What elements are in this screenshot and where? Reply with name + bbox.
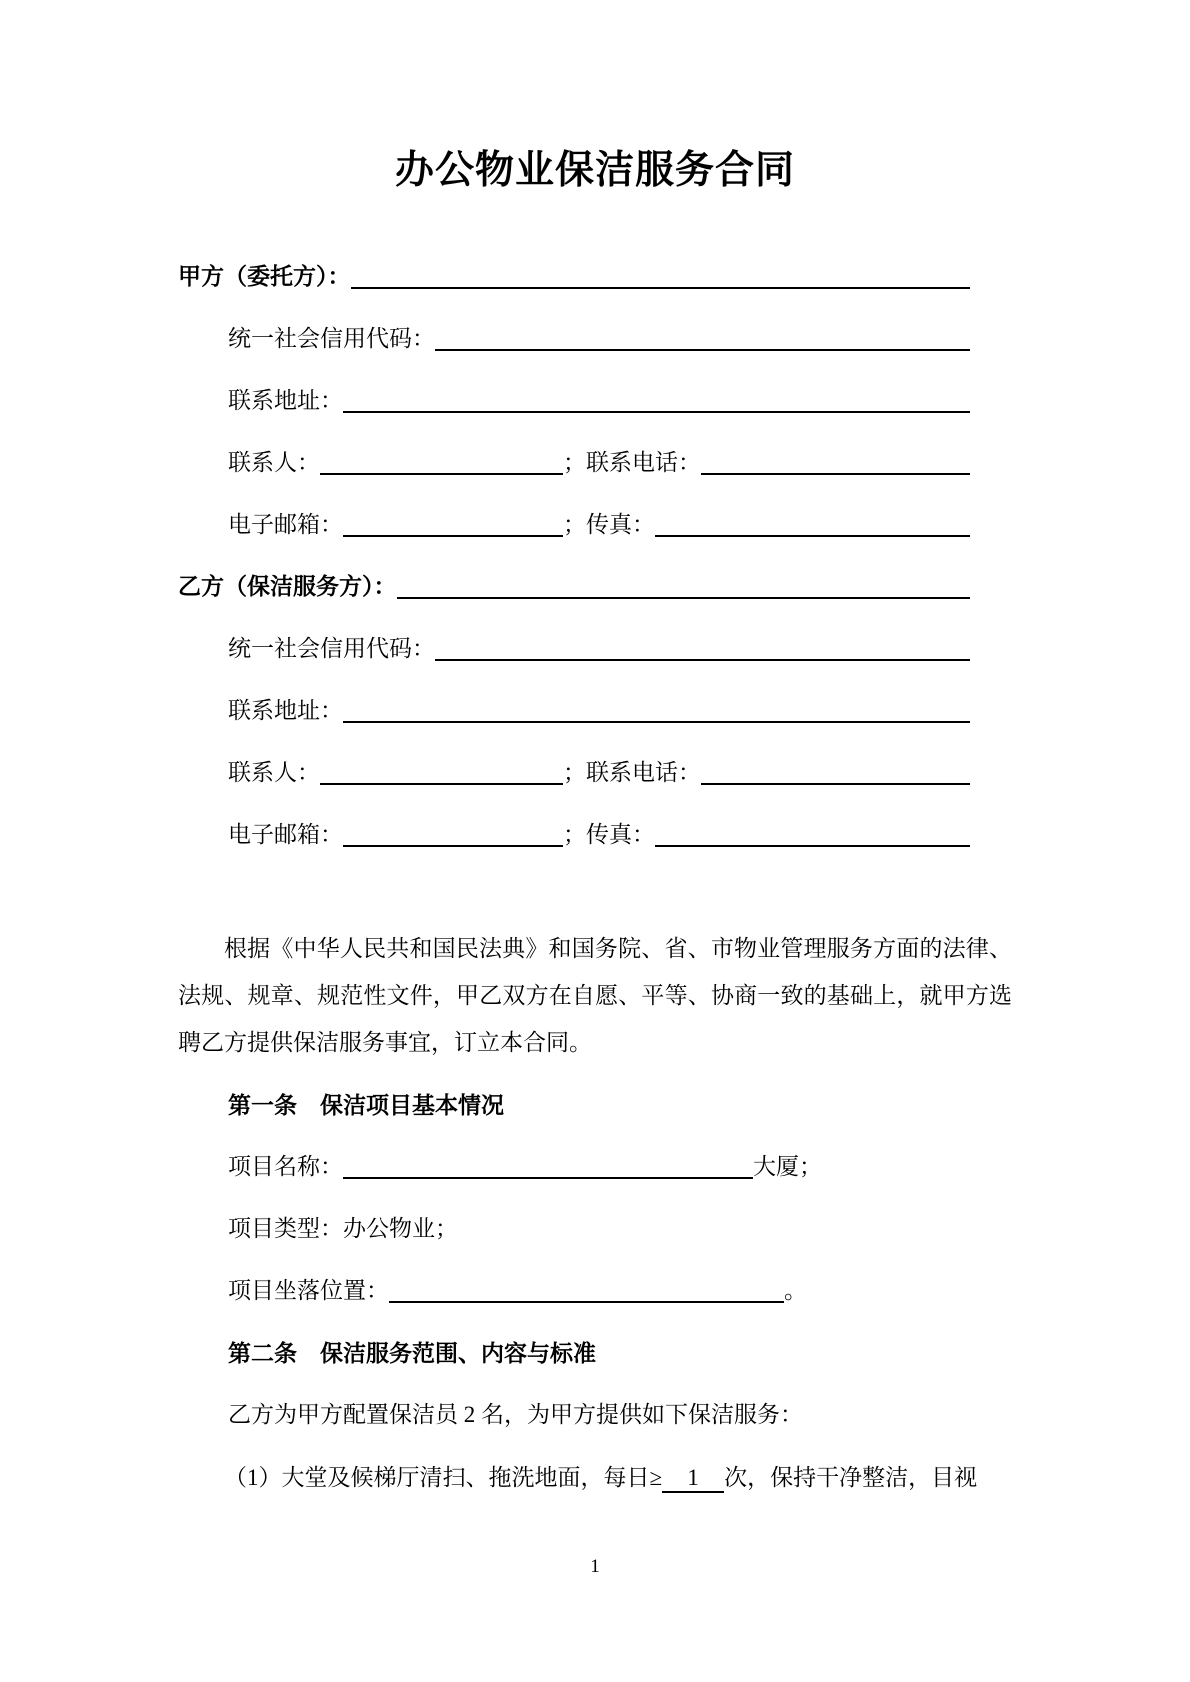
party-b-contact-blank[interactable] [320,773,563,785]
party-a-address-row [178,354,970,416]
party-a-address-label: 联系地址： [228,387,343,413]
party-a-email-label: 电子邮箱： [228,511,343,537]
party-b-phone-label: ；联系电话： [563,759,701,785]
project-location-blank[interactable] [389,1291,784,1303]
party-a-credit-code-blank[interactable] [435,339,970,351]
party-a-header-row [178,230,970,292]
party-a-contact-segment [228,448,563,478]
party-a-contact-label: 联系人： [228,449,320,475]
party-b-name-blank[interactable] [397,587,971,599]
project-type-row [178,1182,970,1244]
party-b-address-row [178,664,970,726]
party-a-phone-label: ；联系电话： [563,449,701,475]
project-location-row [178,1244,970,1306]
parties-form [178,230,1012,850]
project-name-blank[interactable] [343,1167,753,1179]
party-b-email-row [178,788,970,850]
project-name-label: 项目名称： [228,1153,343,1179]
project-name-suffix: 大厦； [753,1153,822,1179]
party-a-fax-label: ；传真： [563,511,655,537]
party-b-contact-label: 联系人： [228,759,320,785]
article-1-heading: 第一条 保洁项目基本情况 [228,1091,504,1118]
item-1-prefix: （1）大堂及候梯厅清扫、拖洗地面，每日≥ [224,1464,663,1490]
party-b-header-row [178,540,970,602]
party-a-fax-blank[interactable] [655,525,970,537]
article-2-item-1 [178,1463,1012,1493]
document-title: 办公物业保洁服务合同 [394,149,795,192]
party-b-credit-code-row [178,602,970,664]
party-b-credit-code-blank[interactable] [435,649,970,661]
party-b-email-blank[interactable] [343,835,563,847]
article-1-form [178,1120,1012,1306]
project-location-label: 项目坐落位置： [228,1277,389,1303]
party-a-contact-blank[interactable] [320,463,563,475]
party-b-email-segment [228,820,563,850]
party-b-phone-blank[interactable] [701,773,970,785]
party-b-address-label: 联系地址： [228,697,343,723]
party-b-fax-label: ；传真： [563,821,655,847]
project-name-row [178,1120,970,1182]
party-a-contact-row [178,416,970,478]
project-type-label: 项目类型： [228,1215,343,1241]
party-a-name-blank[interactable] [351,277,971,289]
article-2-intro: 乙方为甲方配置保洁员 2 名，为甲方提供如下保洁服务： [228,1401,803,1427]
party-a-label: 甲方（委托方）： [178,263,351,289]
party-b-contact-row [178,726,970,788]
article-2-heading: 第二条 保洁服务范围、内容与标准 [228,1339,596,1366]
item-1-suffix: 次，保持干净整洁，目视 [724,1464,978,1490]
party-b-email-label: 电子邮箱： [228,821,343,847]
party-b-credit-code-label: 统一社会信用代码： [228,635,435,661]
preamble-paragraph: 根据《中华人民共和国民法典》和国务院、省、市物业管理服务方面的法律、法规、规章、规范性文件，甲乙双方在自愿、平等、协商一致的基础上，就甲方选聘乙方提供保洁服务事宜，订立本合同。 [178,935,1012,1055]
party-a-email-blank[interactable] [343,525,563,537]
party-a-address-blank[interactable] [343,401,970,413]
party-b-fax-blank[interactable] [655,835,970,847]
party-a-credit-code-label: 统一社会信用代码： [228,325,435,351]
project-location-suffix: 。 [784,1277,807,1303]
party-a-credit-code-row [178,292,970,354]
project-type-value: 办公物业； [343,1215,458,1241]
party-a-email-segment [228,510,563,540]
party-b-label: 乙方（保洁服务方）： [178,573,397,599]
party-a-email-row [178,478,970,540]
cleaning-frequency-blank[interactable]: 1 [662,1465,724,1493]
party-a-phone-blank[interactable] [701,463,970,475]
party-b-contact-segment [228,758,563,788]
page-number: 1 [590,1556,600,1577]
party-b-address-blank[interactable] [343,711,970,723]
